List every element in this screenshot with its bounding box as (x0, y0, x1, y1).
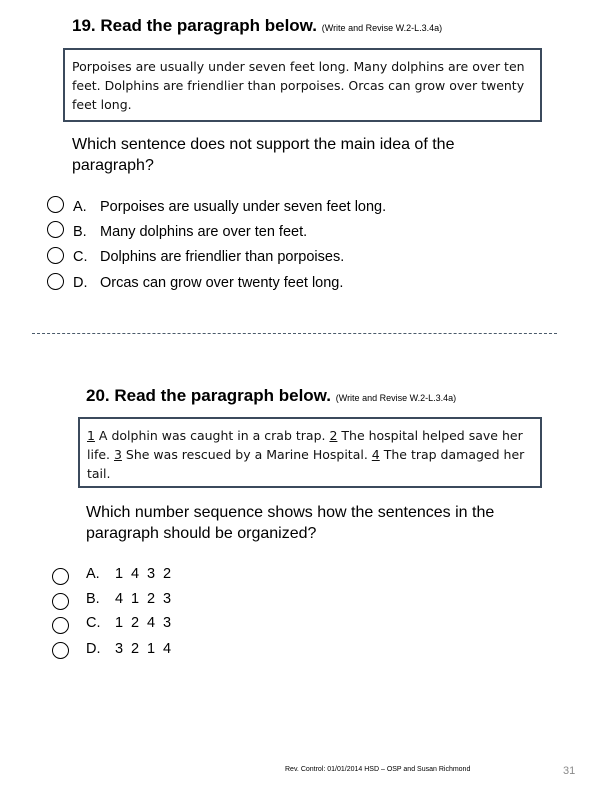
q19-choice-a-letter: A. (73, 199, 87, 215)
q19-choice-c-text: Dolphins are friendlier than porpoises. (100, 249, 345, 265)
q20-choice-b-letter: B. (86, 591, 100, 607)
page-number: 31 (563, 765, 576, 777)
q19-choice-b[interactable] (73, 224, 307, 240)
q20-choice-b[interactable] (86, 591, 179, 607)
q19-passage-text: Porpoises are usually under seven feet long. Many dolphins are over ten feet. Dolphins are friendlier than porpoises. Orcas can grow over twenty feet long. (72, 59, 525, 112)
q19-standard: (Write and Revise W.2-L.3.4a) (321, 23, 443, 33)
q20-choice-a-digit: 3 (147, 566, 156, 582)
q20-passage-box (78, 417, 542, 488)
q19-choice-b-letter: B. (73, 224, 87, 240)
q20-standard: (Write and Revise W.2-L.3.4a) (335, 393, 457, 403)
q20-choice-d-digit: 4 (163, 641, 172, 657)
q20-choice-b-digit: 4 (115, 591, 124, 607)
q19-choice-a[interactable] (73, 199, 386, 215)
q20-choice-d-digit: 3 (115, 641, 124, 657)
q20-title-text: 20. Read the paragraph below. (86, 386, 331, 405)
q19-choice-b-text: Many dolphins are over ten feet. (100, 224, 308, 240)
q20-choice-a-radio[interactable] (52, 568, 69, 585)
q19-choice-c[interactable] (73, 249, 344, 265)
q20-choice-b-digit: 3 (163, 591, 172, 607)
revision-control: Rev. Control: 01/01/2014 HSD – OSP and Susan Richmond (285, 766, 471, 773)
q20-choice-c-digit: 2 (131, 615, 140, 631)
q20-sentence-4: 4 The trap damaged her tail. (87, 447, 525, 481)
q20-choice-a-letter: A. (86, 566, 100, 582)
q20-sentence-3: 3 She was rescued by a Marine Hospital. (113, 447, 372, 462)
q19-choice-b-radio[interactable] (47, 221, 64, 238)
q19-choice-d[interactable] (73, 275, 343, 291)
section-divider (32, 333, 557, 334)
q20-choice-d-digit: 1 (147, 641, 156, 657)
q19-choice-a-text: Porpoises are usually under seven feet long. (100, 199, 387, 215)
q19-title (72, 16, 442, 36)
q20-choice-c-digit: 3 (163, 615, 172, 631)
q19-choice-d-text: Orcas can grow over twenty feet long. (100, 275, 344, 291)
q20-choice-a-digit: 1 (115, 566, 124, 582)
q20-choice-a-digit: 2 (163, 566, 172, 582)
q20-sentence-2: 2 The hospital helped save her life. (87, 428, 523, 462)
q19-choice-d-letter: D. (73, 275, 88, 291)
q20-choice-c[interactable] (86, 615, 179, 631)
q20-choice-b-digit: 2 (147, 591, 156, 607)
q20-choice-d-letter: D. (86, 641, 101, 657)
q20-choice-d-radio[interactable] (52, 642, 69, 659)
q20-choice-b-radio[interactable] (52, 593, 69, 610)
q20-choice-d-digit: 2 (131, 641, 140, 657)
q20-title (86, 386, 456, 406)
q19-choice-c-radio[interactable] (47, 247, 64, 264)
q20-choice-c-radio[interactable] (52, 617, 69, 634)
q20-choice-a-digit: 4 (131, 566, 140, 582)
q20-prompt: Which number sequence shows how the sentences in the paragraph should be organized? (86, 504, 495, 542)
q20-choice-c-digit: 4 (147, 615, 156, 631)
q19-choice-a-radio[interactable] (47, 196, 64, 213)
q19-prompt: Which sentence does not support the main idea of the paragraph? (72, 136, 455, 174)
q20-choice-c-digit: 1 (115, 615, 124, 631)
q20-choice-a[interactable] (86, 566, 179, 582)
q19-choice-d-radio[interactable] (47, 273, 64, 290)
q20-choice-c-letter: C. (86, 615, 101, 631)
q20-choice-b-digit: 1 (131, 591, 140, 607)
q20-sentence-1: 1 A dolphin was caught in a crab trap. (87, 428, 330, 443)
q19-title-text: 19. Read the paragraph below. (72, 16, 317, 35)
q19-choice-c-letter: C. (73, 249, 88, 265)
q20-choice-d[interactable] (86, 641, 179, 657)
q19-passage-box (63, 48, 542, 122)
